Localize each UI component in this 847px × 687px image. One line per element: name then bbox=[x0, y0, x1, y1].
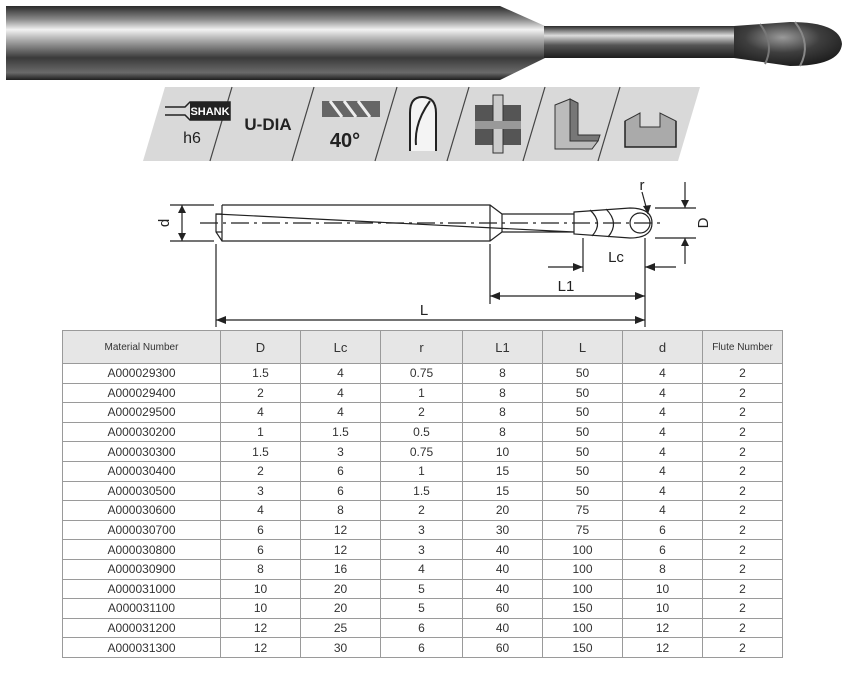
cell-d: 10 bbox=[623, 579, 703, 599]
cell-Lc: 4 bbox=[301, 383, 381, 403]
cell-flute-number: 2 bbox=[703, 579, 783, 599]
cell-D: 12 bbox=[221, 618, 301, 638]
cell-Lc: 6 bbox=[301, 481, 381, 501]
table-row bbox=[63, 540, 783, 560]
cell-material-number: A000029500 bbox=[63, 403, 221, 423]
cell-Lc: 16 bbox=[301, 559, 381, 579]
label-r: r bbox=[639, 177, 645, 194]
cell-L1: 60 bbox=[463, 638, 543, 658]
label-D: D bbox=[695, 217, 712, 229]
cell-d: 4 bbox=[623, 442, 703, 462]
cell-L1: 60 bbox=[463, 599, 543, 619]
cell-Lc: 25 bbox=[301, 618, 381, 638]
cell-flute-number: 2 bbox=[703, 540, 783, 560]
cell-flute-number: 2 bbox=[703, 520, 783, 540]
cell-L: 50 bbox=[543, 442, 623, 462]
cell-r: 3 bbox=[381, 540, 463, 560]
shank-tolerance: h6 bbox=[183, 130, 201, 147]
cell-r: 2 bbox=[381, 501, 463, 521]
cell-L1: 20 bbox=[463, 501, 543, 521]
cell-r: 6 bbox=[381, 618, 463, 638]
cell-d: 4 bbox=[623, 383, 703, 403]
table-row bbox=[63, 422, 783, 442]
table-row bbox=[63, 638, 783, 658]
cell-Lc: 8 bbox=[301, 501, 381, 521]
u-dia-icon bbox=[244, 115, 291, 134]
cell-r: 0.75 bbox=[381, 442, 463, 462]
cell-D: 1.5 bbox=[221, 364, 301, 384]
ball-nose-icon bbox=[410, 97, 436, 151]
cell-L: 50 bbox=[543, 422, 623, 442]
header-d: d bbox=[623, 331, 703, 364]
cell-L: 50 bbox=[543, 364, 623, 384]
table-row bbox=[63, 442, 783, 462]
cell-material-number: A000030700 bbox=[63, 520, 221, 540]
cell-flute-number: 2 bbox=[703, 383, 783, 403]
cell-d: 6 bbox=[623, 520, 703, 540]
cell-d: 6 bbox=[623, 540, 703, 560]
cell-r: 1.5 bbox=[381, 481, 463, 501]
cell-d: 4 bbox=[623, 364, 703, 384]
cell-L: 50 bbox=[543, 383, 623, 403]
cell-d: 4 bbox=[623, 461, 703, 481]
cell-D: 1 bbox=[221, 422, 301, 442]
cell-r: 1 bbox=[381, 383, 463, 403]
cell-flute-number: 2 bbox=[703, 403, 783, 423]
cell-L: 50 bbox=[543, 403, 623, 423]
helix-angle-value: 40° bbox=[329, 130, 361, 152]
cell-d: 4 bbox=[623, 403, 703, 423]
cell-L1: 40 bbox=[463, 579, 543, 599]
cell-flute-number: 2 bbox=[703, 638, 783, 658]
cell-D: 10 bbox=[221, 579, 301, 599]
cell-flute-number: 2 bbox=[703, 501, 783, 521]
cell-flute-number: 2 bbox=[703, 618, 783, 638]
cell-Lc: 12 bbox=[301, 520, 381, 540]
cell-L1: 40 bbox=[463, 618, 543, 638]
cell-L1: 15 bbox=[463, 481, 543, 501]
table-row bbox=[63, 501, 783, 521]
cell-Lc: 12 bbox=[301, 540, 381, 560]
cell-material-number: A000030500 bbox=[63, 481, 221, 501]
cell-L1: 10 bbox=[463, 442, 543, 462]
cell-material-number: A000031100 bbox=[63, 599, 221, 619]
cell-D: 2 bbox=[221, 383, 301, 403]
cell-Lc: 30 bbox=[301, 638, 381, 658]
cell-flute-number: 2 bbox=[703, 442, 783, 462]
cell-material-number: A000030800 bbox=[63, 540, 221, 560]
cell-r: 0.75 bbox=[381, 364, 463, 384]
cell-L: 150 bbox=[543, 638, 623, 658]
header-D: D bbox=[221, 331, 301, 364]
header-L: L bbox=[543, 331, 623, 364]
cell-flute-number: 2 bbox=[703, 481, 783, 501]
cell-Lc: 1.5 bbox=[301, 422, 381, 442]
cell-material-number: A000029400 bbox=[63, 383, 221, 403]
cell-d: 12 bbox=[623, 638, 703, 658]
cell-material-number: A000030200 bbox=[63, 422, 221, 442]
cell-D: 4 bbox=[221, 403, 301, 423]
cell-d: 4 bbox=[623, 481, 703, 501]
cell-flute-number: 2 bbox=[703, 559, 783, 579]
spec-table bbox=[62, 330, 783, 658]
cell-d: 12 bbox=[623, 618, 703, 638]
cell-Lc: 4 bbox=[301, 364, 381, 384]
cell-material-number: A000030900 bbox=[63, 559, 221, 579]
cell-flute-number: 2 bbox=[703, 461, 783, 481]
cell-Lc: 20 bbox=[301, 579, 381, 599]
cell-material-number: A000030400 bbox=[63, 461, 221, 481]
cell-r: 1 bbox=[381, 461, 463, 481]
cell-L1: 8 bbox=[463, 364, 543, 384]
table-row bbox=[63, 481, 783, 501]
cell-D: 4 bbox=[221, 501, 301, 521]
cell-Lc: 6 bbox=[301, 461, 381, 481]
header-flute-number: Flute Number bbox=[703, 331, 783, 364]
cell-material-number: A000031200 bbox=[63, 618, 221, 638]
cell-L1: 15 bbox=[463, 461, 543, 481]
end-mill-photo bbox=[0, 0, 847, 90]
cell-material-number: A000031000 bbox=[63, 579, 221, 599]
cell-material-number: A000031300 bbox=[63, 638, 221, 658]
cell-L: 100 bbox=[543, 540, 623, 560]
label-L1: L1 bbox=[557, 278, 575, 295]
cell-Lc: 4 bbox=[301, 403, 381, 423]
table-body bbox=[63, 364, 783, 658]
header-material-number: Material Number bbox=[63, 331, 221, 364]
shank-label: SHANK bbox=[190, 106, 230, 118]
label-L: L bbox=[419, 302, 429, 319]
cell-d: 4 bbox=[623, 501, 703, 521]
cell-r: 6 bbox=[381, 638, 463, 658]
cell-r: 3 bbox=[381, 520, 463, 540]
dimension-drawing bbox=[0, 172, 847, 332]
cell-D: 1.5 bbox=[221, 442, 301, 462]
table-row bbox=[63, 364, 783, 384]
table-row bbox=[63, 383, 783, 403]
cell-D: 6 bbox=[221, 520, 301, 540]
cell-L: 150 bbox=[543, 599, 623, 619]
cell-flute-number: 2 bbox=[703, 422, 783, 442]
cell-material-number: A000029300 bbox=[63, 364, 221, 384]
cell-r: 5 bbox=[381, 599, 463, 619]
cell-flute-number: 2 bbox=[703, 599, 783, 619]
cell-L1: 8 bbox=[463, 383, 543, 403]
label-Lc: Lc bbox=[608, 249, 624, 266]
cell-L: 100 bbox=[543, 559, 623, 579]
cell-r: 4 bbox=[381, 559, 463, 579]
cell-L: 100 bbox=[543, 618, 623, 638]
cell-D: 2 bbox=[221, 461, 301, 481]
cell-L1: 8 bbox=[463, 403, 543, 423]
cell-d: 10 bbox=[623, 599, 703, 619]
table-row bbox=[63, 520, 783, 540]
u-dia-label: U-DIA bbox=[244, 115, 292, 134]
header-L1: L1 bbox=[463, 331, 543, 364]
header-r: r bbox=[381, 331, 463, 364]
cell-r: 2 bbox=[381, 403, 463, 423]
cell-material-number: A000030600 bbox=[63, 501, 221, 521]
table-header-row bbox=[63, 331, 783, 364]
cell-L: 50 bbox=[543, 461, 623, 481]
cell-L: 100 bbox=[543, 579, 623, 599]
cell-D: 10 bbox=[221, 599, 301, 619]
cell-material-number: A000030300 bbox=[63, 442, 221, 462]
cell-flute-number: 2 bbox=[703, 364, 783, 384]
cell-L: 75 bbox=[543, 520, 623, 540]
table-row bbox=[63, 403, 783, 423]
cell-L1: 8 bbox=[463, 422, 543, 442]
cell-r: 0.5 bbox=[381, 422, 463, 442]
cell-L1: 30 bbox=[463, 520, 543, 540]
cell-L1: 40 bbox=[463, 559, 543, 579]
feature-icon-strip bbox=[0, 85, 847, 163]
cell-L: 75 bbox=[543, 501, 623, 521]
cell-d: 8 bbox=[623, 559, 703, 579]
cell-D: 3 bbox=[221, 481, 301, 501]
cell-L: 50 bbox=[543, 481, 623, 501]
cell-D: 8 bbox=[221, 559, 301, 579]
table-row bbox=[63, 461, 783, 481]
cell-D: 12 bbox=[221, 638, 301, 658]
table-row bbox=[63, 599, 783, 619]
table-row bbox=[63, 579, 783, 599]
cell-Lc: 3 bbox=[301, 442, 381, 462]
cell-L1: 40 bbox=[463, 540, 543, 560]
cell-r: 5 bbox=[381, 579, 463, 599]
cell-d: 4 bbox=[623, 422, 703, 442]
table-row bbox=[63, 559, 783, 579]
cell-D: 6 bbox=[221, 540, 301, 560]
cell-Lc: 20 bbox=[301, 599, 381, 619]
header-Lc: Lc bbox=[301, 331, 381, 364]
table-row bbox=[63, 618, 783, 638]
label-d: d bbox=[156, 218, 173, 228]
